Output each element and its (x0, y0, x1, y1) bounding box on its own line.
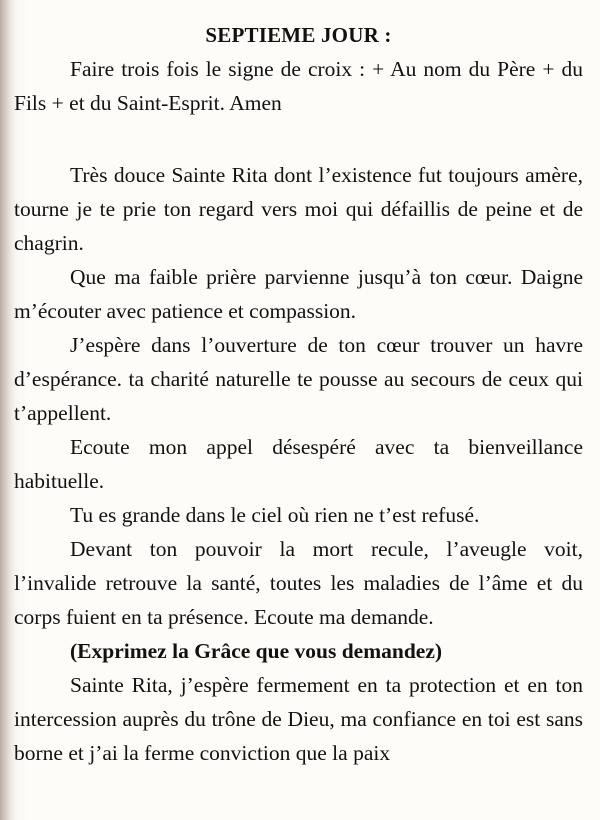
prayer-paragraph-2: Que ma faible prière parvienne jusqu’à ton cœur. Daigne m’écouter avec patience et compassion. (14, 265, 583, 323)
prayer-paragraph-4: Ecoute mon appel désespéré avec ta bienveillance habituelle. (14, 435, 583, 493)
prayer-paragraph-1: Très douce Sainte Rita dont l’existence fut toujours amère, tourne je te prie ton regard vers moi qui défaillis de peine et de chagrin. (14, 163, 583, 255)
prayer-paragraph-6: Devant ton pouvoir la mort recule, l’aveugle voit, l’invalide retrouve la santé, toutes les maladies de l’âme et du corps fuient en ta présence. Ecoute ma demande. (14, 537, 583, 629)
intro-paragraph: Faire trois fois le signe de croix : + Au nom du Père + du Fils + et du Saint-Esprit. Amen (14, 57, 583, 115)
paragraph-gap (14, 120, 583, 158)
grace-instruction: (Exprimez la Grâce que vous demandez) (70, 639, 443, 663)
prayer-paragraph-5: Tu es grande dans le ciel où rien ne t’est refusé. (70, 503, 480, 527)
prayer-paragraph-3: J’espère dans l’ouverture de ton cœur trouver un havre d’espérance. ta charité naturelle te pousse au secours de ceux qui t’appellent. (14, 333, 583, 425)
page-title: SEPTIEME JOUR : (205, 23, 392, 47)
closing-paragraph: Sainte Rita, j’espère fermement en ta protection et en ton intercession auprès du trône de Dieu, ma confiance en toi est sans borne et j’ai la ferme conviction que la paix (14, 673, 583, 765)
document-body (14, 18, 583, 770)
